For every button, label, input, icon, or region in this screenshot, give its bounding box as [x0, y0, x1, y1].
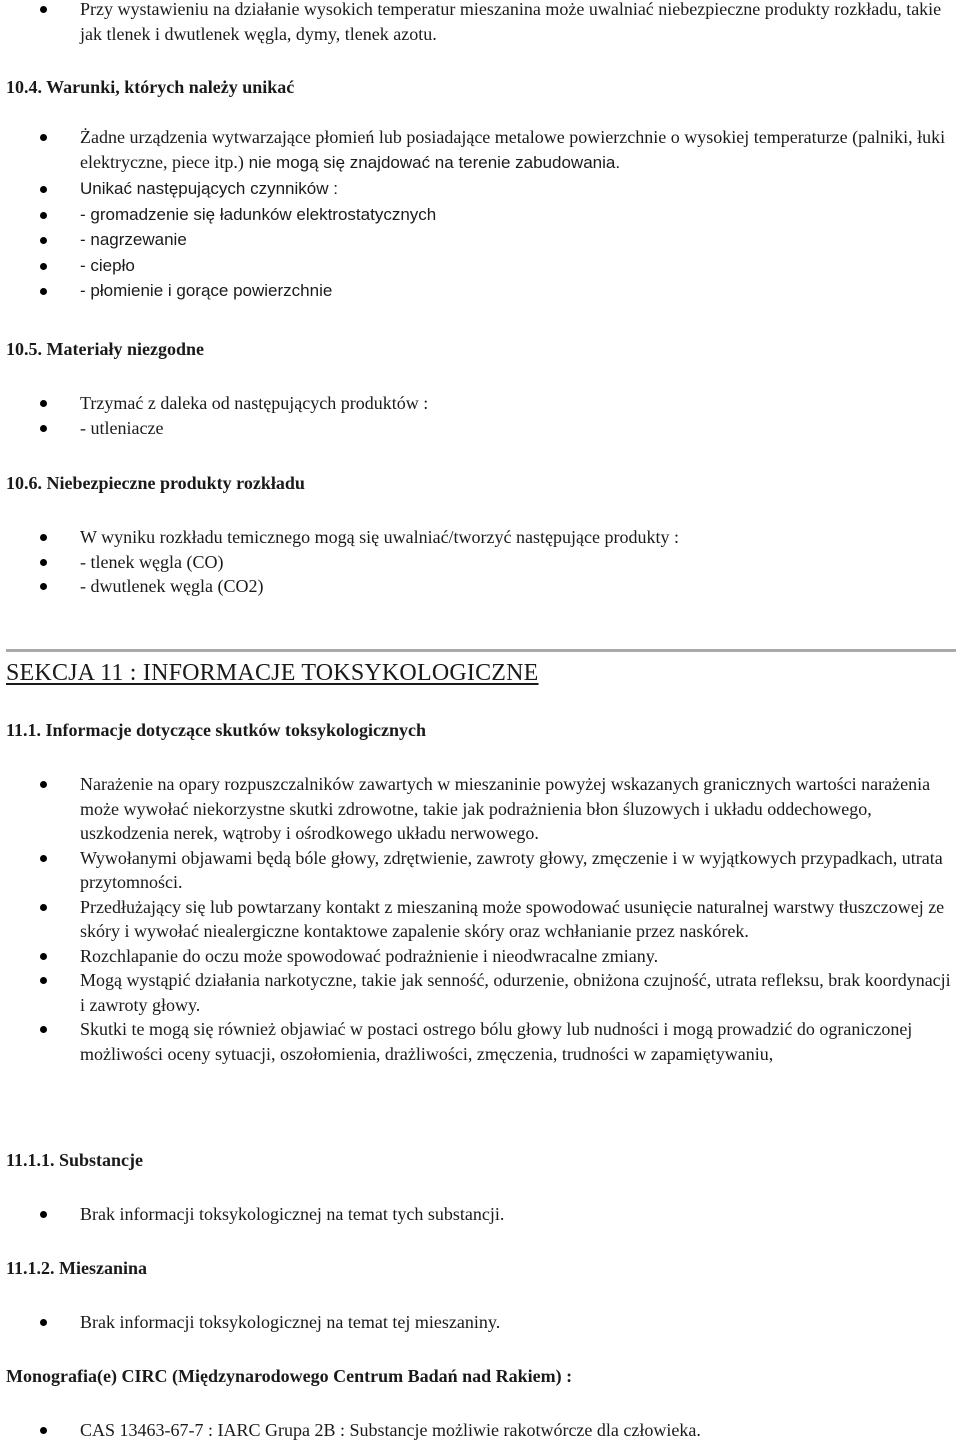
heading-11-1: 11.1. Informacje dotyczące skutków toksykologicznych: [6, 720, 426, 740]
bullet-list-decomposition-products: [0, 525, 960, 599]
list-item: Przedłużający się lub powtarzany kontakt z mieszaniną może spowodować usunięcie naturalnej warstwy tłuszczowej ze skóry i wywołać niealergiczne kontaktowe zapalenie skóry oraz wchłanianie przez naskórek.: [0, 895, 960, 944]
heading-10-6: 10.6. Niebezpieczne produkty rozkładu: [6, 473, 305, 493]
list-item: Brak informacji toksykologicznej na temat tej mieszaniny.: [0, 1310, 960, 1335]
list-item: CAS 13463-67-7 : IARC Grupa 2B : Substancje możliwie rakotwórcze dla człowieka.: [0, 1418, 960, 1443]
list-item: Mogą wystąpić działania narkotyczne, takie jak senność, odurzenie, obniżona czujność, utrata refleksu, brak koordynacji i zawroty głowy.: [0, 968, 960, 1017]
bullet-list-substances: [0, 1202, 960, 1227]
heading-circ-monograph: Monografia(e) CIRC (Międzynarodowego Centrum Badań nad Rakiem) :: [6, 1366, 573, 1386]
list-item: Skutki te mogą się również objawiać w postaci ostrego bólu głowy lub nudności i mogą prowadzić do ograniczonej możliwości oceny sytuacji, oszołomienia, drażliwości, zmęczenia, trudności w zapamiętywaniu,: [0, 1017, 960, 1066]
list-item: Narażenie na opary rozpuszczalników zawartych w mieszaninie powyżej wskazanych granicznych wartości narażenia może wywołać niekorzystne skutki zdrowotne, takie jak podrażnienia błon śluzowych i układu oddechowego, uszkodzenia nerek, wątroby i ośrodkowego układu nerwowego.: [0, 772, 960, 846]
list-item: Unikać następujących czynników :: [0, 177, 960, 202]
list-item: - płomienie i gorące powierzchnie: [0, 279, 960, 304]
list-item-text-sans: nie mogą się znajdować na terenie zabudowania.: [243, 152, 621, 172]
section-divider: [6, 649, 956, 652]
section-11-title: SEKCJA 11 : INFORMACJE TOKSYKOLOGICZNE: [6, 660, 539, 686]
heading-10-4: 10.4. Warunki, których należy unikać: [6, 77, 295, 97]
list-item: - gromadzenie się ładunków elektrostatycznych: [0, 203, 960, 228]
list-item: Rozchlapanie do oczu może spowodować podrażnienie i nieodwracalne zmiany.: [0, 944, 960, 969]
list-item: - dwutlenek węgla (CO2): [0, 574, 960, 599]
list-item: Przy wystawieniu na działanie wysokich temperatur mieszanina może uwalniać niebezpieczne produkty rozkładu, takie jak tlenek i dwutlenek węgla, dymy, tlenek azotu.: [0, 0, 960, 46]
heading-10-5: 10.5. Materiały niezgodne: [6, 339, 204, 359]
list-item: W wyniku rozkładu temicznego mogą się uwalniać/tworzyć następujące produkty :: [0, 525, 960, 550]
bullet-list-incompatible: [0, 391, 960, 440]
list-item: - tlenek węgla (CO): [0, 550, 960, 575]
bullet-list-decomposition: [0, 0, 960, 46]
heading-11-1-2: 11.1.2. Mieszanina: [6, 1258, 148, 1278]
list-item: Wywołanymi objawami będą bóle głowy, zdrętwienie, zawroty głowy, zmęczenie i w wyjątkowych przypadkach, utrata przytomności.: [0, 846, 960, 895]
bullet-list-conditions: [0, 125, 960, 304]
list-item: - nagrzewanie: [0, 228, 960, 253]
list-item: Trzymać z daleka od następujących produktów :: [0, 391, 960, 416]
bullet-list-toxicological-effects: [0, 772, 960, 1066]
bullet-list-circ: [0, 1418, 960, 1443]
list-item: - utleniacze: [0, 416, 960, 441]
list-item-text: Żadne urządzenia wytwarzające płomień lub posiadające metalowe powierzchnie o wysokiej temperaturze (palniki, łuki elektryczne, piece itp.): [80, 127, 946, 172]
heading-11-1-1: 11.1.1. Substancje: [6, 1150, 144, 1170]
bullet-list-mixture: [0, 1310, 960, 1335]
list-item: - ciepło: [0, 254, 960, 279]
list-item: [0, 125, 960, 175]
list-item: Brak informacji toksykologicznej na temat tych substancji.: [0, 1202, 960, 1227]
